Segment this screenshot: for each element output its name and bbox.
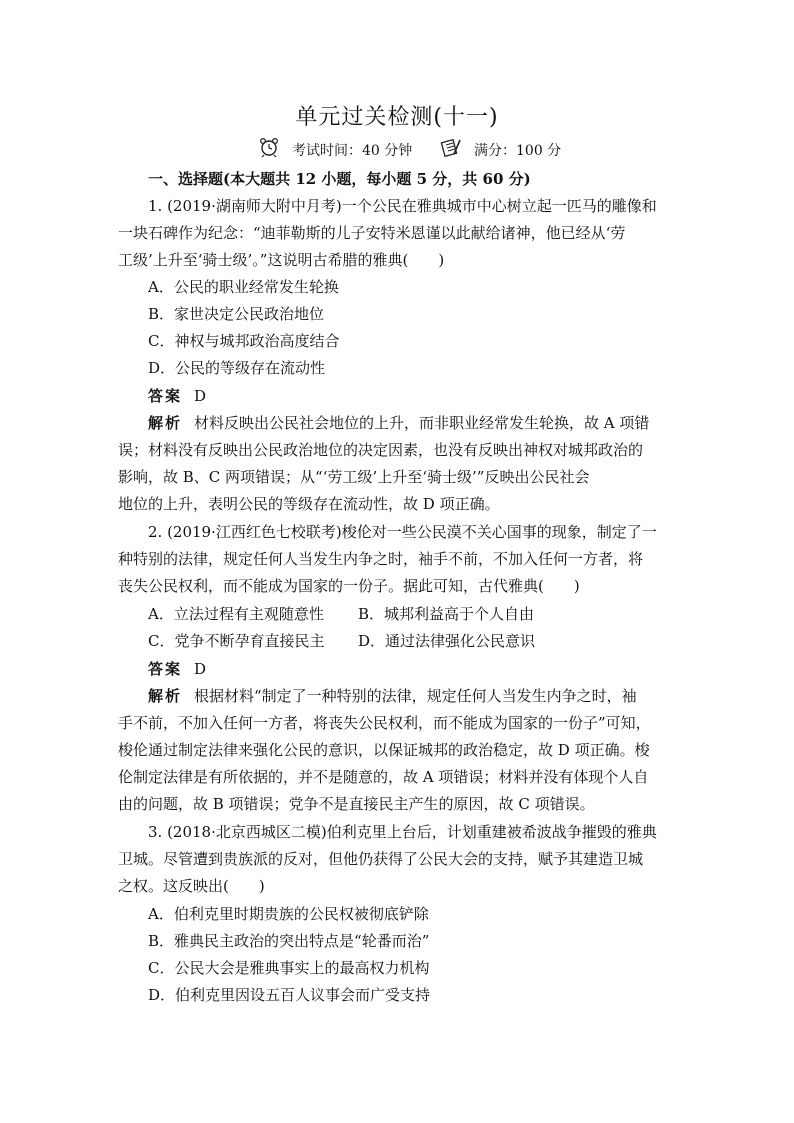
q1-explanation-line: 误；材料没有反映出公民政治地位的决定因素，也没有反映出神权对城邦政治的 bbox=[118, 441, 644, 459]
q3-option-b: B．雅典民主政治的突出特点是“轮番而治” bbox=[148, 932, 430, 950]
answer-value: D bbox=[194, 387, 207, 405]
q2-options-row bbox=[148, 604, 568, 624]
answer-label: 答案 bbox=[148, 387, 183, 405]
q2-explanation-line: 由的问题，故 B 项错误；党争不是直接民主产生的原因，故 C 项错误。 bbox=[118, 795, 595, 813]
q1-option-a: A．公民的职业经常发生轮换 bbox=[148, 278, 339, 296]
q1-explanation-line: 影响，故 B、C 两项错误；从“‘劳工级’上升至‘骑士级’”反映出公民社会 bbox=[118, 468, 590, 486]
section-heading: 一、选择题(本大题共 12 小题，每小题 5 分，共 60 分) bbox=[148, 170, 531, 188]
q1-explanation-line bbox=[148, 413, 649, 433]
page-title: 单元过关检测(十一) bbox=[295, 105, 499, 130]
q1-stem-line: 1. (2019·湖南师大附中月考)一个公民在雅典城市中心树立起一匹马的雕像和 bbox=[148, 197, 657, 215]
q1-option-b: B．家世决定公民政治地位 bbox=[148, 305, 325, 323]
q2-option-d: D．通过法律强化公民意识 bbox=[358, 632, 536, 650]
q2-stem-line: 2. (2019·江西红色七校联考)梭伦对一些公民漠不关心国事的现象，制定了一 bbox=[148, 523, 657, 541]
explanation-label: 解析 bbox=[148, 687, 183, 705]
q3-option-a: A．伯利克里时期贵族的公民权被彻底铲除 bbox=[148, 905, 429, 923]
q2-option-b: B．城邦利益高于个人自由 bbox=[358, 605, 535, 623]
answer-value: D bbox=[194, 660, 207, 678]
alarm-clock-icon bbox=[258, 136, 280, 158]
q2-stem-line: 丧失公民权利，而不能成为国家的一份子。据此可知，古代雅典( ) bbox=[118, 577, 580, 595]
q1-option-c: C．神权与城邦政治高度结合 bbox=[148, 332, 340, 350]
q2-explanation-line: 伦制定法律是有所依据的，并不是随意的，故 A 项错误；材料并没有体现个人自 bbox=[118, 768, 649, 786]
q2-answer bbox=[148, 659, 206, 679]
q3-stem-line: 卫城。尽管遭到贵族派的反对，但他仍获得了公民大会的支持，赋予其建造卫城 bbox=[118, 850, 644, 868]
explanation-text: 材料反映出公民社会地位的上升，而非职业经常发生轮换，故 A 项错 bbox=[194, 414, 650, 432]
q2-explanation-line: 手不前，不加入任何一方者，将丧失公民权利，而不能成为国家的一份子”可知， bbox=[118, 714, 651, 732]
q2-options-row bbox=[148, 631, 568, 651]
q1-option-d: D．公民的等级存在流动性 bbox=[148, 359, 326, 377]
exam-time: 考试时间：40 分钟 bbox=[292, 143, 413, 159]
q3-stem-line: 之权。这反映出( ) bbox=[118, 877, 265, 895]
q2-explanation-line: 梭伦通过制定法律来强化公民的意识，以保证城邦的政治稳定，故 D 项正确。梭 bbox=[118, 741, 650, 759]
explanation-label: 解析 bbox=[148, 414, 183, 432]
answer-label: 答案 bbox=[148, 660, 183, 678]
exam-meta bbox=[250, 140, 580, 162]
q3-option-d: D．伯利克里因设五百人议事会而广受支持 bbox=[148, 986, 431, 1004]
q3-stem-line: 3. (2018·北京西城区二模)伯利克里上台后，计划重建被希波战争摧毁的雅典 bbox=[148, 823, 657, 841]
q2-stem-line: 种特别的法律，规定任何人当发生内争之时，袖手不前，不加入任何一方者，将 bbox=[118, 550, 644, 568]
q1-explanation-line: 地位的上升，表明公民的等级存在流动性，故 D 项正确。 bbox=[118, 495, 500, 513]
q2-explanation-line bbox=[148, 686, 637, 706]
notepad-pen-icon bbox=[440, 136, 462, 158]
explanation-text: 根据材料“制定了一种特别的法律，规定任何人当发生内争之时，袖 bbox=[194, 687, 637, 705]
full-score: 满分：100 分 bbox=[474, 143, 562, 159]
q3-option-c: C．公民大会是雅典事实上的最高权力机构 bbox=[148, 959, 430, 977]
q2-option-c: C．党争不断孕育直接民主 bbox=[148, 632, 325, 650]
q1-answer bbox=[148, 386, 206, 406]
q1-stem-line: 工级’上升至‘骑士级’。”这说明古希腊的雅典( ) bbox=[118, 251, 445, 269]
q2-option-a: A．立法过程有主观随意性 bbox=[148, 605, 324, 623]
q1-stem-line: 一块石碑作为纪念：“迪菲勒斯的儿子安特米恩谨以此献给诸神，他已经从‘劳 bbox=[118, 224, 626, 242]
